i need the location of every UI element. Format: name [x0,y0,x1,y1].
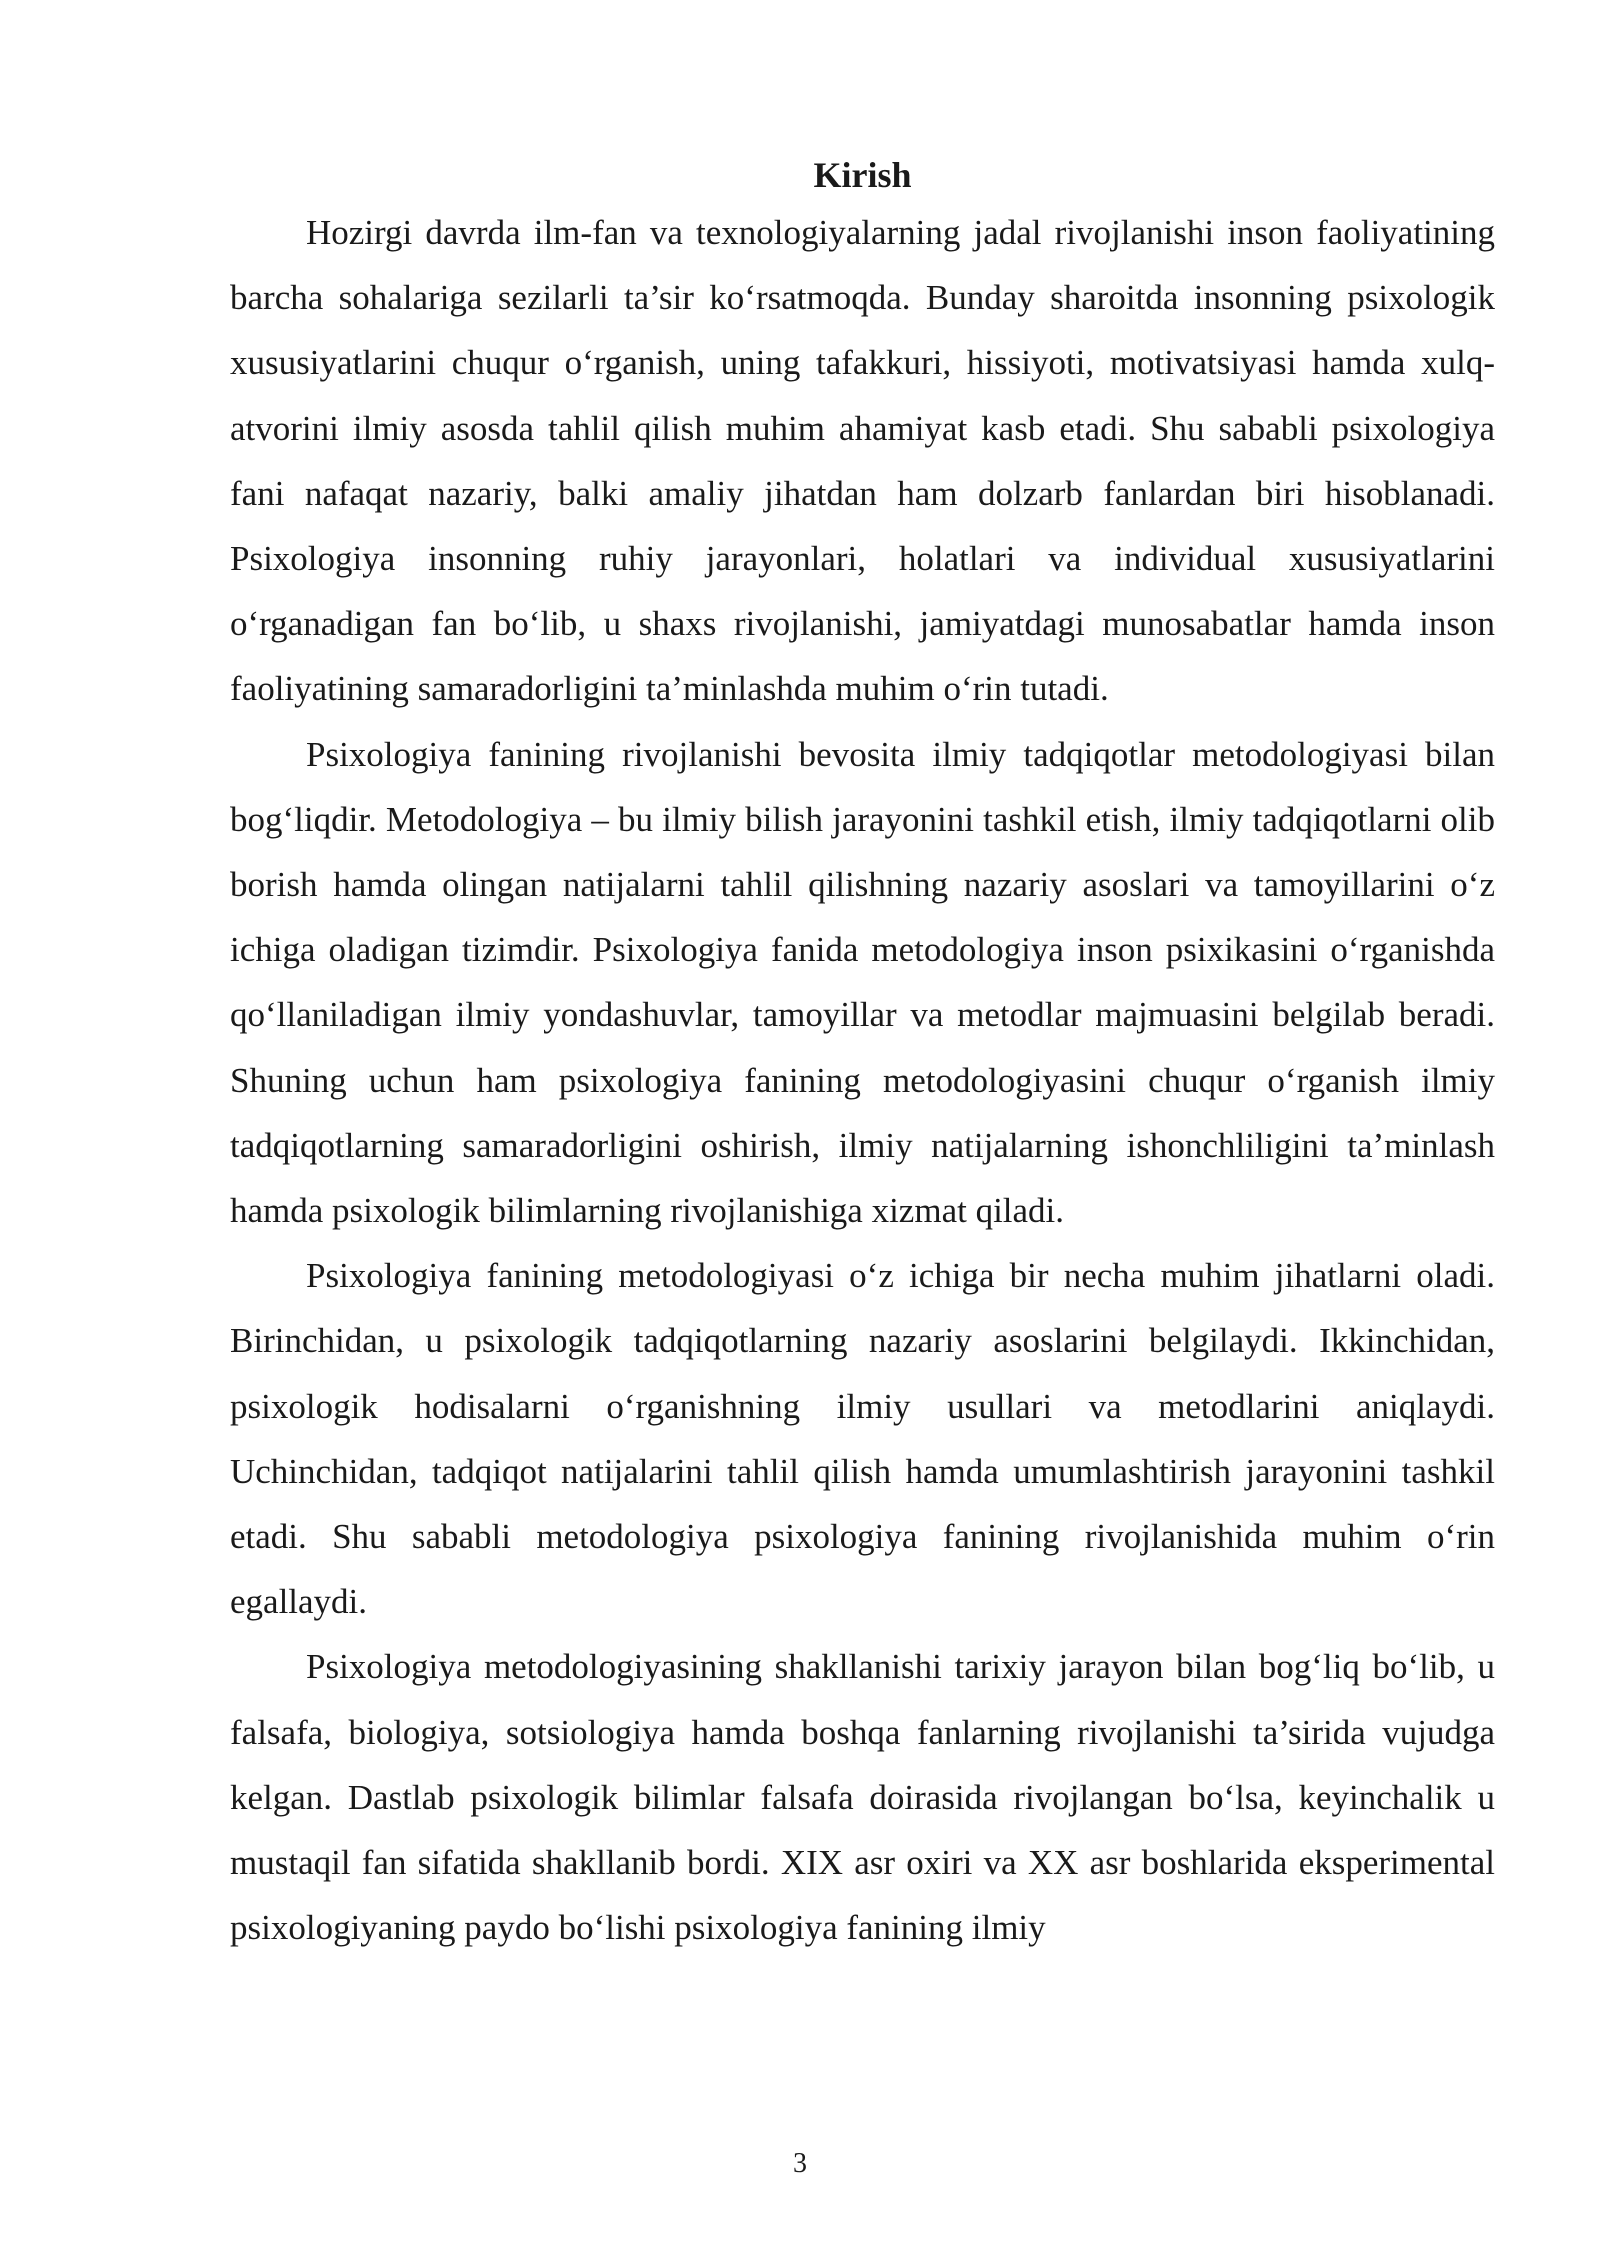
paragraph-1: Hozirgi davrda ilm-fan va texnologiyalarning jadal rivojlanishi inson faoliyatining barcha sohalariga sezilarli ta’sir ko‘rsatmoqda. Bunday sharoitda insonning psixologik xususiyatlarini chuqur o‘rganish, uning tafakkuri, hissiyoti, motivatsiyasi hamda xulq-atvorini ilmiy asosda tahlil qilish muhim ahamiyat kasb etadi. Shu sababli psixologiya fani nafaqat nazariy, balki amaliy jihatdan ham dolzarb fanlardan biri hisoblanadi. Psixologiya insonning ruhiy jarayonlari, holatlari va individual xususiyatlarini o‘rganadigan fan bo‘lib, u shaxs rivojlanishi, jamiyatdagi munosabatlar hamda inson faoliyatining samaradorligini ta’minlashda muhim o‘rin tutadi. [230,213,1495,709]
paragraph-4: Psixologiya metodologiyasining shakllanishi tarixiy jarayon bilan bog‘liq bo‘lib, u falsafa, biologiya, sotsiologiya hamda boshqa fanlarning rivojlanishi ta’sirida vujudga kelgan. Dastlab psixologik bilimlar falsafa doirasida rivojlangan bo‘lsa, keyinchalik u mustaqil fan sifatida shakllanib bordi. XIX asr oxiri va XX asr boshlarida eksperimental psixologiyaning paydo bo‘lishi psixologiya fanining ilmiy [230,1647,1495,1948]
paragraph-2: Psixologiya fanining rivojlanishi bevosita ilmiy tadqiqotlar metodologiyasi bilan bog‘liqdir. Metodologiya – bu ilmiy bilish jarayonini tashkil etish, ilmiy tadqiqotlarni olib borish hamda olingan natijalarni tahlil qilishning nazariy asoslari va tamoyillarini o‘z ichiga oladigan tizimdir. Psixologiya fanida metodologiya inson psixikasini o‘rganishda qo‘llaniladigan ilmiy yondashuvlar, tamoyillar va metodlar majmuasini belgilab beradi. Shuning uchun ham psixologiya fanining metodologiyasini chuqur o‘rganish ilmiy tadqiqotlarning samaradorligini oshirish, ilmiy natijalarning ishonchliligini ta’minlash hamda psixologik bilimlarning rivojlanishiga xizmat qiladi. [230,734,1495,1231]
page-title: Kirish [813,155,912,195]
page-content [230,150,1495,1960]
page-number: 3 [793,2148,807,2179]
paragraph-3: Psixologiya fanining metodologiyasi o‘z ichiga bir necha muhim jihatlarni oladi. Birinchidan, u psixologik tadqiqotlarning nazariy asoslarini belgilaydi. Ikkinchidan, psixologik hodisalarni o‘rganishning ilmiy usullari va metodlarini aniqlaydi. Uchinchidan, tadqiqot natijalarini tahlil qilish hamda umumlashtirish jarayonini tashkil etadi. Shu sababli metodologiya psixologiya fanining rivojlanishida muhim o‘rin egallaydi. [230,1256,1495,1622]
